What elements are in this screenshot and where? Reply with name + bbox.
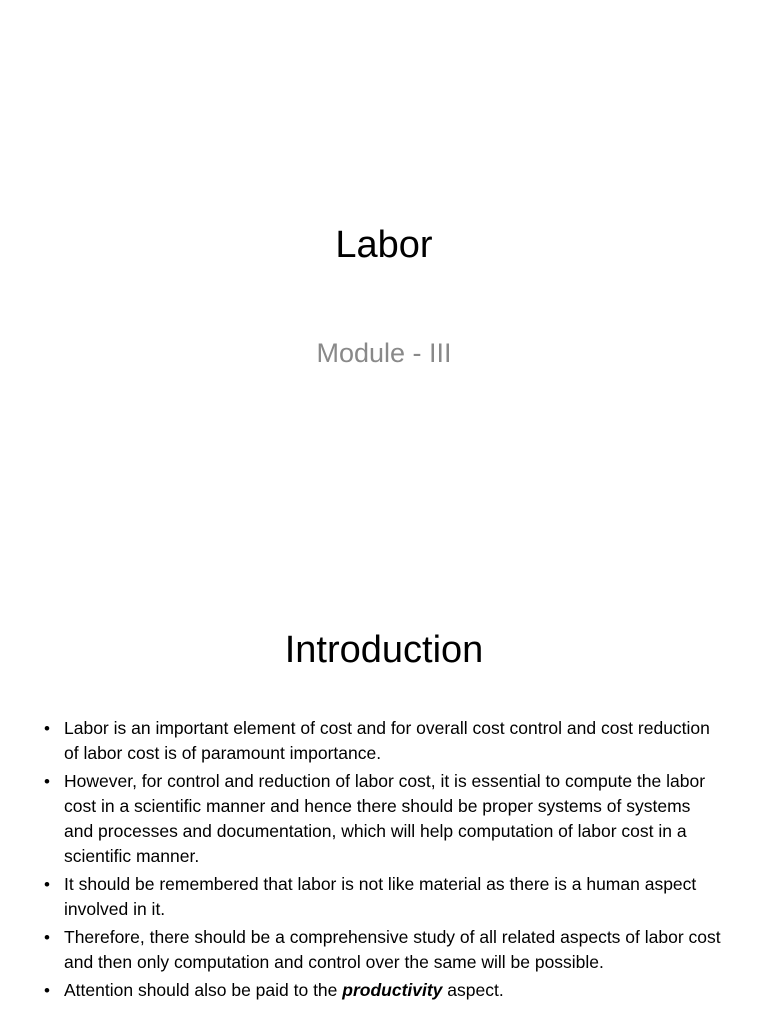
bullet-icon: • — [44, 875, 50, 894]
introduction-slide — [0, 576, 768, 1024]
bullet-item — [44, 925, 724, 975]
bullet-emphasis: productivity — [342, 980, 443, 1000]
bullet-item — [44, 978, 724, 1003]
bullet-icon: • — [44, 981, 50, 1000]
bullet-item — [44, 872, 724, 922]
bullet-list — [44, 716, 724, 1006]
bullet-item — [44, 769, 724, 869]
bullet-item — [44, 716, 724, 766]
bullet-icon: • — [44, 772, 50, 791]
slide-title: Labor — [335, 224, 433, 266]
slide-subtitle: Module - III — [316, 338, 452, 368]
bullet-text-suffix: aspect. — [442, 980, 504, 1000]
bullet-text: It should be remembered that labor is not like material as there is a human aspect involved in it. — [64, 874, 697, 919]
bullet-text-prefix: Attention should also be paid to the — [64, 980, 343, 1000]
bullet-text: Therefore, there should be a comprehensive study of all related aspects of labor cost and then only computation and control over the same will be possible. — [64, 927, 721, 972]
bullet-text: Labor is an important element of cost and for overall cost control and cost reduction of labor cost is of paramount importance. — [64, 718, 710, 763]
bullet-text: However, for control and reduction of labor cost, it is essential to compute the labor cost in a scientific manner and hence there should be proper systems of systems and processes and documentation, which will help computation of labor cost in a scientific manner. — [64, 771, 706, 866]
section-title: Introduction — [284, 629, 484, 671]
bullet-icon: • — [44, 928, 50, 947]
bullet-icon: • — [44, 719, 50, 738]
